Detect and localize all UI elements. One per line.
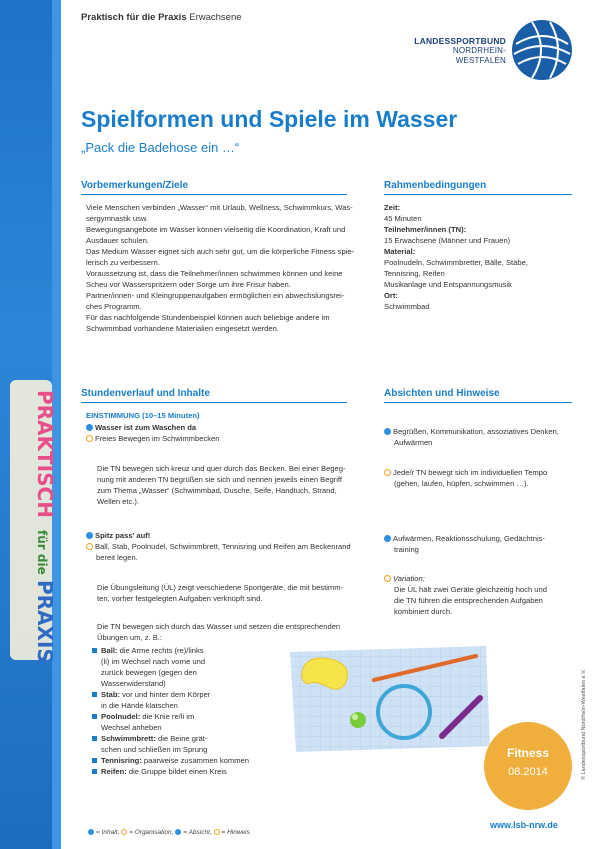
badge-date: 08.2014 xyxy=(508,766,548,778)
exercise-list xyxy=(92,645,282,777)
page-subtitle: „Pack die Badehose ein …“ xyxy=(81,140,240,155)
block2-title: Spitz pass’ auf! xyxy=(95,531,151,540)
list-bullet-icon xyxy=(92,714,97,719)
list-bullet-icon xyxy=(92,648,97,653)
organisation-legend-icon xyxy=(121,829,127,835)
legend-absicht: = Absicht, xyxy=(183,829,212,836)
legend xyxy=(88,829,250,836)
variation xyxy=(384,573,579,617)
tn-label: Teilnehmer/innen (TN): xyxy=(384,225,467,234)
item-text: die Knie re/li im xyxy=(142,712,195,721)
intro-line: Viele Menschen verbinden „Wasser“ mit Urlaub, Wellness, Schwimmkurs, Was- xyxy=(86,203,353,212)
zeit-label: Zeit: xyxy=(384,203,401,212)
item-label: Tennisring: xyxy=(101,756,142,765)
block2-org-line: bereit legen. xyxy=(96,553,138,562)
praktisch-logo xyxy=(4,370,64,670)
hint-text: Die ÜL hält zwei Geräte gleichzeitig hoch und xyxy=(394,585,547,594)
sidebar-band xyxy=(0,0,61,849)
item-text: in die Hände klatschen xyxy=(101,701,178,710)
list-bullet-icon xyxy=(92,769,97,774)
copyright: © Landessportbund Nordrhein-Westfalen e.V. xyxy=(581,669,587,780)
hinweis-legend-icon xyxy=(214,829,220,835)
badge-topic: Fitness xyxy=(506,746,549,760)
lsb-globe-icon xyxy=(510,18,574,82)
block1 xyxy=(86,422,366,444)
intro-line: Schwimmbad vorhandene Materialien eingesetzt werden. xyxy=(86,324,279,333)
block1-desc xyxy=(97,463,367,507)
material-label: Material: xyxy=(384,247,416,256)
rahmen-text xyxy=(384,202,574,312)
heading-rahmen: Rahmenbedingungen xyxy=(384,180,487,191)
item-text: Wechsel anheben xyxy=(101,723,162,732)
desc-line: zum Thema „Wasser“ (Schwimmbad, Dusche, Seife, Handtuch, Strand, xyxy=(97,486,337,495)
legend-inhalt: = Inhalt, xyxy=(96,829,120,836)
absicht-bullet-icon xyxy=(384,535,391,542)
item-text: die Gruppe bildet einen Kreis xyxy=(128,767,227,776)
absicht-bullet-icon xyxy=(384,428,391,435)
intro-line: Ausdauer schulen. xyxy=(86,236,149,245)
heading-absichten: Absichten und Hinweise xyxy=(384,388,500,399)
desc-line: Die TN bewegen sich kreuz und quer durch das Becken. Bei einer Begeg- xyxy=(97,464,346,473)
desc-line: Die TN bewegen sich durch das Wasser und setzen die entsprechenden xyxy=(97,622,341,631)
divider xyxy=(81,402,347,403)
desc-line: Wellen etc.). xyxy=(97,497,140,506)
inhalt-bullet-icon xyxy=(86,424,93,431)
intro-line: Bewegungsangebote im Wasser können vielseitig die Koordination, Kraft und xyxy=(86,225,346,234)
item-text: paarweise zusammen kommen xyxy=(143,756,249,765)
svg-text:PRAKTISCH: PRAKTISCH xyxy=(33,390,57,518)
block2 xyxy=(86,530,371,563)
item-text: die Arme rechts (re)/links xyxy=(119,646,204,655)
absicht-legend-icon xyxy=(175,829,181,835)
list-bullet-icon xyxy=(92,758,97,763)
intro-text xyxy=(86,202,366,334)
item-label: Poolnudel: xyxy=(101,712,141,721)
item-label: Ball: xyxy=(101,646,118,655)
intro-line: Voraussetzung ist, dass die Teilnehmer/innen schwimmen können und keine xyxy=(86,269,343,278)
item-label: Reifen: xyxy=(101,767,127,776)
series-label xyxy=(81,12,242,23)
desc-line: Die Übungsleitung (ÜL) zeigt verschiedene Sportgeräte, die mit bestimm- xyxy=(97,583,344,592)
page-title: Spielformen und Spiele im Wasser xyxy=(81,106,458,132)
website-link[interactable]: www.lsb-nrw.de xyxy=(490,820,558,830)
ort-label: Ort: xyxy=(384,291,398,300)
material-line: Poolnudeln, Schwimmbretter, Bälle, Stäbe, xyxy=(384,258,528,267)
heading-stundenverlauf: Stundenverlauf und Inhalte xyxy=(81,388,210,399)
intro-line: lerisch zu verbessern. xyxy=(86,258,160,267)
material-line: Tennisring, Reifen xyxy=(384,269,445,278)
variation-label: Variation: xyxy=(393,574,425,583)
series-rest: Erwachsene xyxy=(189,12,242,23)
legend-organisation: = Organisation, xyxy=(129,829,174,836)
hint-text: (gehen, laufen, hüpfen, schwimmen …). xyxy=(394,479,529,488)
hinweis-bullet-icon xyxy=(384,469,391,476)
inhalt-bullet-icon xyxy=(86,532,93,539)
material-line: Musikanlage und Entspannungsmusik xyxy=(384,280,512,289)
list-bullet-icon xyxy=(92,736,97,741)
block1-org: Freies Bewegen im Schwimmbecken xyxy=(95,434,220,443)
item-label: Schwimmbrett: xyxy=(101,734,156,743)
ort-value: Schwimmbad xyxy=(384,302,430,311)
zeit-value: 45 Minuten xyxy=(384,214,422,223)
hint-text: kombiniert durch. xyxy=(394,607,453,616)
divider xyxy=(81,194,347,195)
block2-intro xyxy=(97,621,367,643)
legend-hinweis: = Hinweis xyxy=(221,829,250,836)
list-bullet-icon xyxy=(92,692,97,697)
hint-text: Aufwärmen, Reaktionsschulung, Gedächtnis- xyxy=(393,534,545,543)
intro-line: ches Programm. xyxy=(86,302,142,311)
svg-text:PRAXIS: PRAXIS xyxy=(33,580,57,663)
organisation-bullet-icon xyxy=(86,435,93,442)
pool-illustration xyxy=(290,646,490,752)
svg-text:für die: für die xyxy=(35,530,49,575)
block2-desc xyxy=(97,582,367,604)
inhalt-legend-icon xyxy=(88,829,94,835)
desc-line: nung mit anderen TN begrüßen sie sich und nennen jeweils einen Begriff xyxy=(97,475,342,484)
hint-1 xyxy=(384,426,579,448)
hint-text: training xyxy=(394,545,419,554)
hint-text: Jede/r TN bewegt sich im individuellen Tempo xyxy=(393,468,548,477)
intro-line: Partner/innen- und Kleingruppenaufgaben ermöglichen ein abwechslungsrei- xyxy=(86,291,345,300)
hint-3 xyxy=(384,533,579,555)
hint-2 xyxy=(384,467,579,489)
desc-line: ten, vorher festgelegten Aufgaben verknüpft sind. xyxy=(97,594,263,603)
intro-line: Das Medium Wasser eignet sich auch sehr gut, um die körperliche Fitness spie- xyxy=(86,247,355,256)
desc-line: Übungen um, z. B.: xyxy=(97,633,163,642)
org-logo-text xyxy=(410,36,506,66)
tn-value: 15 Erwachsene (Männer und Frauen) xyxy=(384,236,511,245)
intro-line: Scheu vor Wasserspritzern oder Sorge um ihre Frisur haben. xyxy=(86,280,291,289)
organisation-bullet-icon xyxy=(86,543,93,550)
hint-text: die TN führen die entsprechenden Aufgaben xyxy=(394,596,543,605)
einstimmung-heading: EINSTIMMUNG (10–15 Minuten) xyxy=(86,411,200,420)
hint-text: Aufwärmen xyxy=(394,438,433,447)
item-text: zurück bewegen (gegen den xyxy=(101,668,197,677)
heading-vorbemerkungen: Vorbemerkungen/Ziele xyxy=(81,180,189,191)
item-text: schen und schließen im Sprung xyxy=(101,745,208,754)
hinweis-bullet-icon xyxy=(384,575,391,582)
item-text: Wasserwiderstand) xyxy=(101,679,166,688)
org-line-2: NORDRHEIN-WESTFALEN xyxy=(452,46,506,65)
org-line-1: LANDESSPORTBUND xyxy=(414,36,506,46)
hint-text: Begrüßen, Kommunikation, assoziatives Denken, xyxy=(393,427,559,436)
divider xyxy=(384,194,572,195)
topic-badge xyxy=(484,722,572,810)
block1-title: Wasser ist zum Waschen da xyxy=(95,423,197,432)
intro-line: sergymnastik usw. xyxy=(86,214,149,223)
item-text: die Beine grät- xyxy=(157,734,208,743)
block2-org-line: Ball, Stab, Poolnudel, Schwimmbrett, Tennisring und Reifen am Beckenrand xyxy=(95,542,351,551)
series-bold: Praktisch für die Praxis xyxy=(81,12,187,23)
item-text: (li) im Wechsel nach vorne und xyxy=(101,657,206,666)
item-text: vor und hinter dem Körper xyxy=(122,690,211,699)
item-label: Stab: xyxy=(101,690,120,699)
divider xyxy=(384,402,572,403)
intro-line: Für das nachfolgende Stundenbeispiel können auch beliebige andere im xyxy=(86,313,330,322)
